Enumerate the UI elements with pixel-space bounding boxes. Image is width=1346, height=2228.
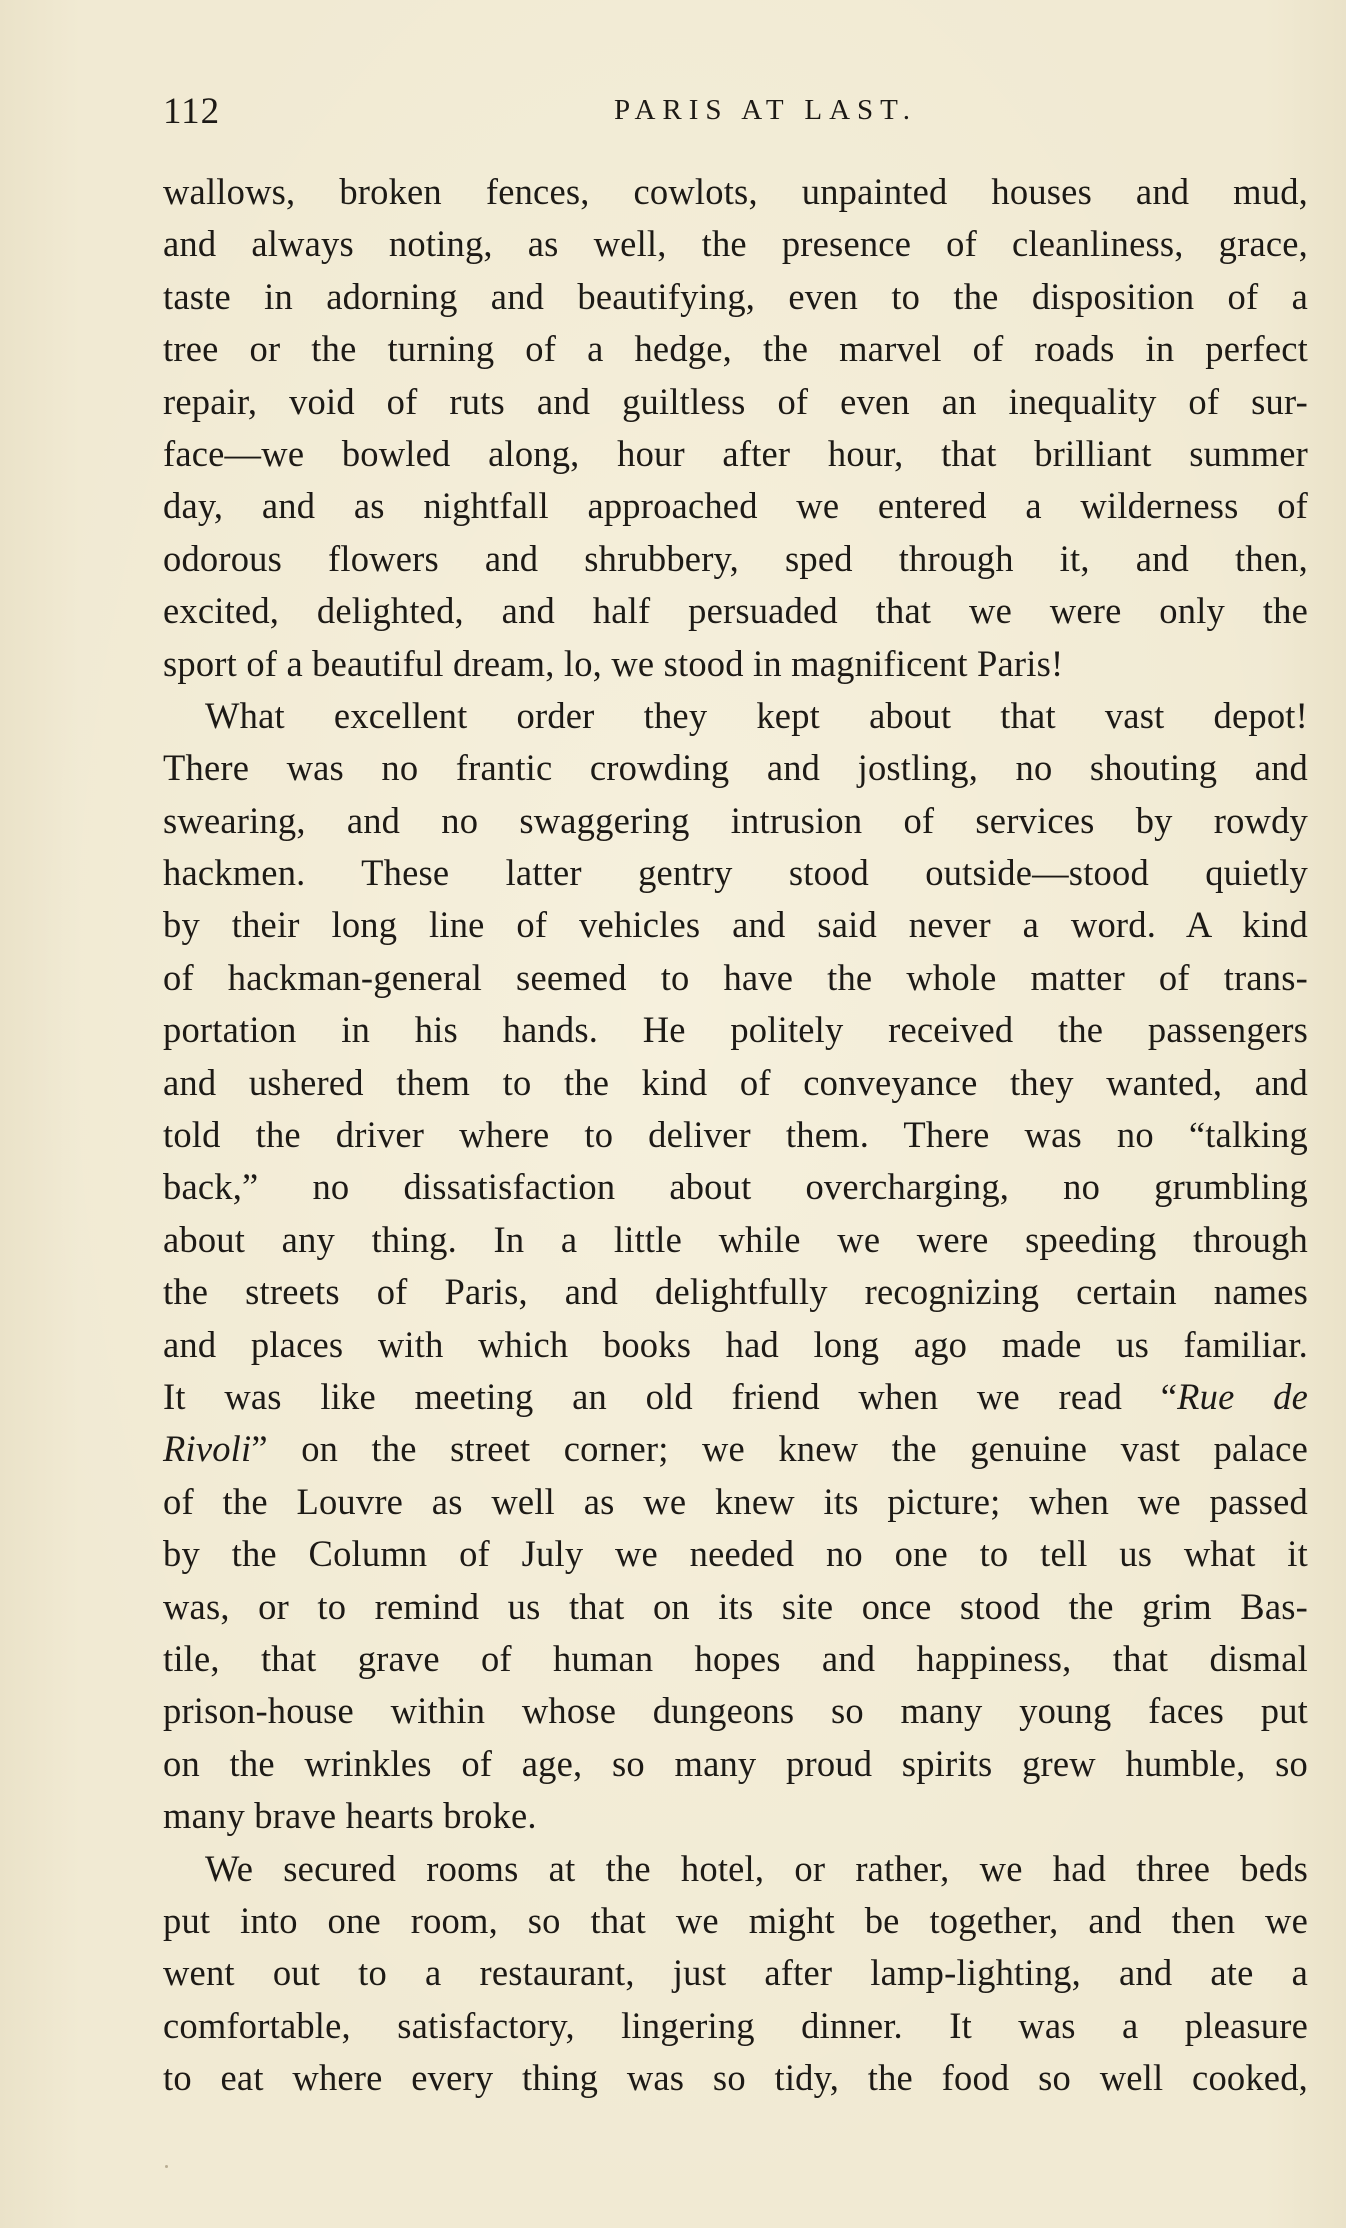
text-line: excited, delighted, and half persuaded that we were only the (163, 590, 1308, 632)
text-line: odorous flowers and shrubbery, sped through it, and then, (163, 537, 1308, 579)
text-line: of hackman-general seemed to have the whole matter of trans- (163, 956, 1308, 998)
text-line: by their long line of vehicles and said never a word. A kind (163, 904, 1308, 946)
text-line: hackmen. These latter gentry stood outside—stood quietly (163, 852, 1308, 894)
text-line: and places with which books had long ago made us familiar. (163, 1323, 1308, 1365)
text-line: portation in his hands. He politely received the passengers (163, 1009, 1308, 1051)
text-line: told the driver where to deliver them. There was no “talking (163, 1114, 1308, 1156)
text-line: sport of a beautiful dream, lo, we stood in magnificent Paris! (163, 642, 1064, 684)
text-line: There was no frantic crowding and jostling, no shouting and (163, 747, 1308, 789)
text-line: on the wrinkles of age, so many proud spirits grew humble, so (163, 1742, 1308, 1784)
text-line: comfortable, satisfactory, lingering dinner. It was a pleasure (163, 2004, 1308, 2046)
text-line: was, or to remind us that on its site once stood the grim Bas- (163, 1585, 1308, 1627)
text-line: and always noting, as well, the presence of cleanliness, grace, (163, 223, 1308, 265)
text-line: the streets of Paris, and delightfully recognizing certain names (163, 1271, 1308, 1313)
text-line: by the Column of July we needed no one to tell us what it (163, 1533, 1308, 1575)
text-line: of the Louvre as well as we knew its picture; when we passed (163, 1480, 1308, 1522)
text-line: day, and as nightfall approached we entered a wilderness of (163, 485, 1308, 527)
text-line: face—we bowled along, hour after hour, that brilliant summer (163, 432, 1308, 474)
paper-speck (165, 2165, 168, 2168)
text-line: went out to a restaurant, just after lamp-lighting, and ate a (163, 1952, 1308, 1994)
text-segment: It was like meeting an old friend when we read “ (163, 1375, 1178, 1417)
text-line-with-italic (163, 1423, 1308, 1475)
text-line: wallows, broken fences, cowlots, unpainted houses and mud, (163, 171, 1308, 212)
paragraph-first-line: What excellent order they kept about that vast depot! (205, 694, 1308, 736)
running-head (163, 90, 1308, 138)
text-line: and ushered them to the kind of conveyance they wanted, and (163, 1061, 1308, 1103)
text-segment: ” on the street corner; we knew the genuine vast palace (251, 1428, 1308, 1470)
running-title: PARIS AT LAST. (614, 94, 917, 126)
text-line: put into one room, so that we might be together, and then we (163, 1899, 1308, 1941)
text-line: about any thing. In a little while we were speeding through (163, 1218, 1308, 1260)
text-line: taste in adorning and beautifying, even to the disposition of a (163, 275, 1308, 317)
text-line: tile, that grave of human hopes and happiness, that dismal (163, 1637, 1308, 1679)
italic-street-name: Rue de (1177, 1375, 1308, 1417)
text-line: back,” no dissatisfaction about overcharging, no grumbling (163, 1166, 1308, 1208)
text-line: prison-house within whose dungeons so many young faces put (163, 1690, 1308, 1732)
text-line: repair, void of ruts and guiltless of even an inequality of sur- (163, 380, 1308, 422)
text-body (163, 166, 1308, 2104)
text-line-with-italic (163, 1371, 1308, 1423)
paragraph-first-line: We secured rooms at the hotel, or rather, we had three beds (205, 1847, 1308, 1889)
page-number: 112 (163, 91, 221, 132)
text-line: to eat where every thing was so tidy, the food so well cooked, (163, 2057, 1308, 2099)
text-line: many brave hearts broke. (163, 1795, 537, 1837)
text-line: swearing, and no swaggering intrusion of services by rowdy (163, 799, 1308, 841)
italic-street-name: Rivoli (163, 1428, 252, 1470)
text-line: tree or the turning of a hedge, the marvel of roads in perfect (163, 328, 1308, 370)
